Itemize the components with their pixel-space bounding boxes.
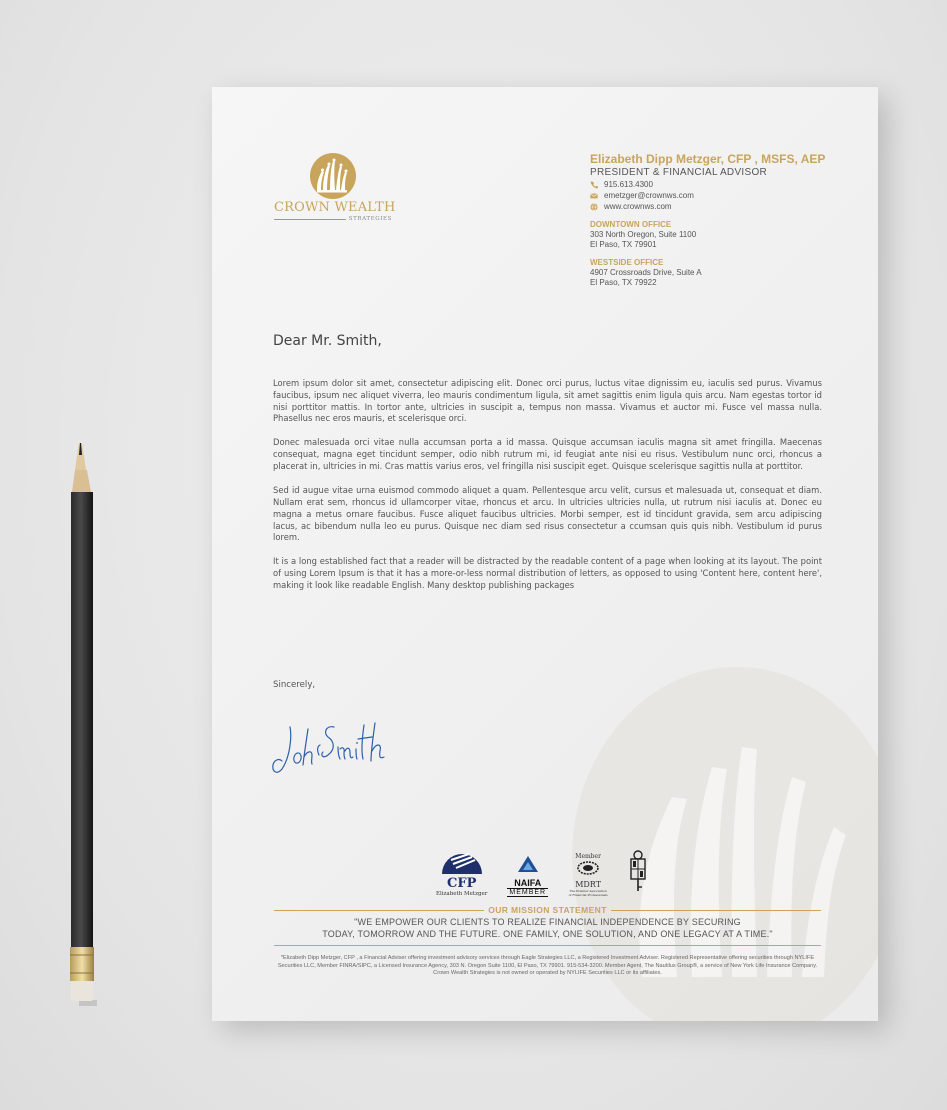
key-emblem-icon xyxy=(628,849,648,893)
phone-icon xyxy=(590,181,598,189)
mdrt-logo-icon xyxy=(576,860,600,876)
signature-image xyxy=(268,717,388,777)
naifa-mark: NAIFA xyxy=(514,878,542,888)
mission-heading: OUR MISSION STATEMENT xyxy=(488,905,607,915)
naifa-badge xyxy=(507,854,548,897)
website-line: www.crownws.com xyxy=(590,202,850,211)
office-heading-westside: WESTSIDE OFFICE xyxy=(590,258,664,267)
office-city: El Paso, TX 79901 xyxy=(590,240,657,249)
letter-body xyxy=(273,378,822,604)
email-icon xyxy=(590,192,598,200)
mission-statement xyxy=(274,905,821,946)
company-logo xyxy=(274,153,396,222)
legal-disclaimer: *Elizabeth Dipp Metzger, CFP , a Financial Adviser offering investment advisory services through Eagle Strategies LLC, a Registered Investment Adviser. Registered Representative offering securities through NYLIFE Securities LLC, Member FINRA/SIPC, a Licensed Insurance Agency, 303 N. Oregon Suite 1100, El Paso, TX 79901. 915-534-3200. Member Agent, The Nautilus Group®, a service of New York Life Insurance Company. Crown Wealth Strategies is not owned or operated by NYLIFE Securities LLC or its affiliates. xyxy=(277,955,818,977)
office-address: 303 North Oregon, Suite 1100 xyxy=(590,230,697,239)
brand-subtitle: STRATEGIES xyxy=(274,216,392,222)
office-address: 4907 Crossroads Drive, Suite A xyxy=(590,268,702,277)
aep-badge xyxy=(628,849,648,897)
closing: Sincerely, xyxy=(273,680,316,690)
naifa-logo-icon xyxy=(508,854,548,874)
advisor-title: PRESIDENT & FINANCIAL ADVISOR xyxy=(590,167,768,178)
mdrt-top: Member xyxy=(575,853,601,860)
cfp-logo-icon xyxy=(439,850,485,874)
office-city: El Paso, TX 79922 xyxy=(590,278,657,287)
office-heading-downtown: DOWNTOWN OFFICE xyxy=(590,220,672,229)
contact-block xyxy=(590,152,850,287)
paragraph: Donec malesuada orci vitae nulla accumsan porta a id massa. Quisque accumsan iaculis magna sit amet fringilla. Maecenas consequat, magna eget tincidunt semper, odio nibh rutrum mi, id feugiat ante nisi eu risus. Vestibulum nunc orci, rhoncus a placerat in, ultricies in mi. Cras mattis varius eros, vel fringilla nisi suscipit eget. Quisque scelerisque sagittis nulla at porttitor. xyxy=(273,437,822,472)
advisor-name: Elizabeth Dipp Metzger, CFP , MSFS, AEP xyxy=(590,152,826,166)
cfp-caption: Elizabeth Metzger xyxy=(436,891,488,897)
email-line: emetzger@crownws.com xyxy=(590,191,850,200)
mission-line: TODAY, TOMORROW AND THE FUTURE. ONE FAMILY, ONE SOLUTION, AND ONE LEGACY AT A TIME." xyxy=(322,928,773,939)
mdrt-badge xyxy=(568,853,608,897)
phone-line: 915.613.4300 xyxy=(590,180,850,189)
crown-logo-icon xyxy=(308,153,358,199)
globe-icon xyxy=(590,203,598,211)
membership-badges xyxy=(436,849,648,897)
mdrt-mark: MDRT xyxy=(575,880,602,889)
naifa-caption: MEMBER xyxy=(509,889,547,896)
cfp-mark: CFP xyxy=(447,876,477,891)
paragraph: Sed id augue vitae urna euismod commodo aliquet a quam. Pellentesque arcu velit, cursus et malesuada ut, consequat et diam. Nullam erat sem, rhoncus id ullamcorper vitae, rhoncus et arcu. In ultricies ultricies nulla, ut rutrum nisi iaculis at. Donec eu magna a metus ornare faucibus. Fusce aliquet faucibus ultricies. Morbi semper, est id tincidunt gravida, sem arcu adipiscing lacus, ac bibendum nulla leo eu purus. Quisque nec diam sed risus consectetur a ccumsan quis quis nibh. Vestibulum id purus lorem. xyxy=(273,485,822,543)
paragraph: Lorem ipsum dolor sit amet, consectetur adipiscing elit. Donec orci purus, luctus vitae dignissim eu, iaculis sed purus. Vivamus faucibus, ipsum nec aliquet viverra, leo mauris condimentum ligula, sit amet sagittis enim ligula quis arcu. Nam egestas tortor id nisi porttitor mattis. In tortor ante, ultricies in suscipit a, tempus non massa. Vivamus et auctor mi. Fusce vel massa nulla. Phasellus nec eros mauris, et scelerisque orci. xyxy=(273,378,822,424)
cfp-badge xyxy=(436,850,487,897)
mission-heading-row xyxy=(274,905,821,915)
crown-watermark-icon xyxy=(612,727,862,987)
mission-line: "WE EMPOWER OUR CLIENTS TO REALIZE FINANCIAL INDEPENDENCE BY SECURING xyxy=(354,917,741,927)
greeting: Dear Mr. Smith, xyxy=(273,333,382,349)
mdrt-caption: The Premier Association of Financial Professionals xyxy=(568,889,608,897)
brand-name: CROWN WEALTH xyxy=(274,200,396,215)
letterhead-page xyxy=(212,87,878,1021)
paragraph: It is a long established fact that a reader will be distracted by the readable content of a page when looking at its layout. The point of using Lorem Ipsum is that it has a more-or-less normal distribution of letters, as opposed to using 'Content here, content here', making it look like readable English. Many desktop publishing packages xyxy=(273,556,822,591)
